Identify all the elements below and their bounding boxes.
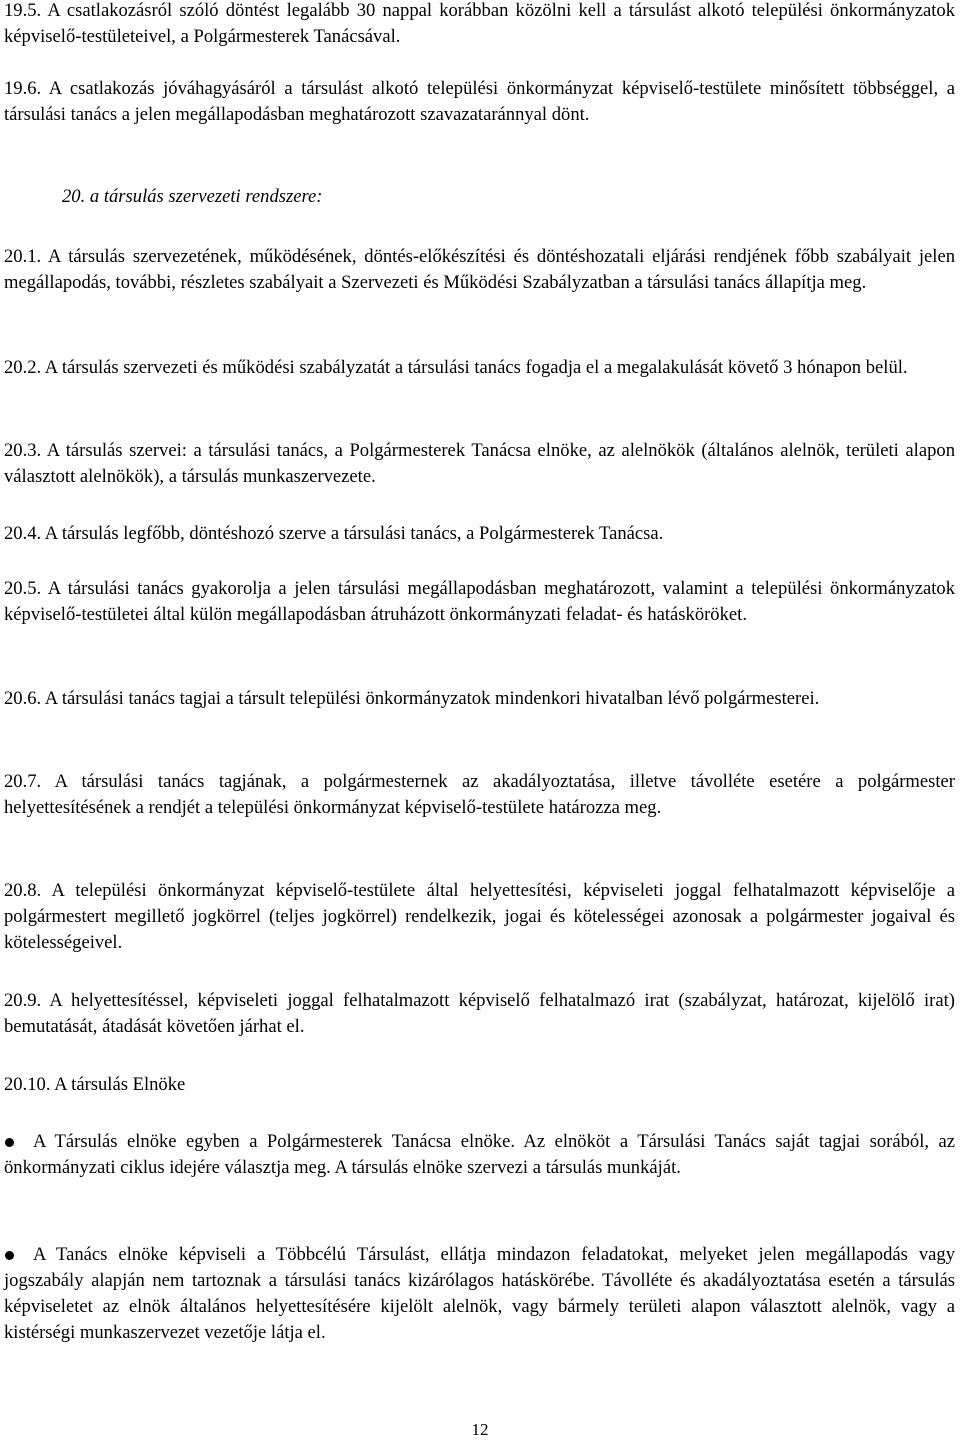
list-item-text: A Társulás elnöke egyben a Polgármesterek Tanácsa elnöke. Az elnököt a Társulási Tanács saját tagjai sorából, az önkormányzati ciklus idejére választja meg. A társulás elnöke szervezi a társulás munkáját. — [4, 1131, 955, 1178]
paragraph-20-1: 20.1. A társulás szervezetének, működésének, döntés-előkészítési és döntéshozatali eljárási rendjének főbb szabályait jelen megállapodás, további, részletes szabályait a Szervezeti és Működési Szabályzatban a társulási tanács állapítja meg. — [4, 246, 955, 293]
paragraph-20-9: 20.9. A helyettesítéssel, képviseleti joggal felhatalmazott képviselő felhatalmazó irat (szabályzat, határozat, kijelölő irat) bemutatását, átadását követően járhat el. — [4, 990, 955, 1037]
bullet-icon — [5, 1251, 14, 1260]
bullet-icon — [5, 1138, 14, 1147]
section-heading-20: 20. a társulás szervezeti rendszere: — [62, 186, 323, 207]
list-item — [4, 1242, 955, 1346]
page-number: 12 — [471, 1420, 489, 1439]
list-item-text: A Tanács elnöke képviseli a Többcélú Társulást, ellátja mindazon feladatokat, melyeket jelen megállapodás vagy jogszabály alapján nem tartoznak a társulási tanács kizárólagos hatáskörébe. Távolléte és akadályoztatása esetén a társulás képviseletet az elnök általános helyettesítésére kijelölt alelnök, vagy bármely területi alapon választott alelnök, vagy a kistérségi munkaszervezet vezetője látja el. — [4, 1244, 955, 1343]
list-item — [4, 1129, 955, 1181]
paragraph-19-5: 19.5. A csatlakozásról szóló döntést legalább 30 nappal korábban közölni kell a társulást alkotó települési önkormányzatok képviselő-testületeivel, a Polgármesterek Tanácsával. — [4, 0, 955, 47]
paragraph-20-6: 20.6. A társulási tanács tagjai a társult települési önkormányzatok mindenkori hivatalban lévő polgármesterei. — [4, 688, 820, 709]
paragraph-19-6: 19.6. A csatlakozás jóváhagyásáról a társulást alkotó települési önkormányzat képviselő-testülete minősített többséggel, a társulási tanács a jelen megállapodásban meghatározott szavazataránnyal dönt. — [4, 78, 955, 125]
paragraph-20-7: 20.7. A társulási tanács tagjának, a polgármesternek az akadályoztatása, illetve távolléte esetére a polgármester helyettesítésének a rendjét a települési önkormányzat képviselő-testülete határozza meg. — [4, 771, 955, 818]
paragraph-20-3: 20.3. A társulás szervei: a társulási tanács, a Polgármesterek Tanácsa elnöke, az alelnökök (általános alelnök, területi alapon választott alelnökök), a társulás munkaszervezete. — [4, 440, 955, 487]
paragraph-20-2: 20.2. A társulás szervezeti és működési szabályzatát a társulási tanács fogadja el a megalakulását követő 3 hónapon belül. — [4, 357, 908, 378]
paragraph-20-10: 20.10. A társulás Elnöke — [4, 1074, 186, 1095]
paragraph-20-8: 20.8. A települési önkormányzat képviselő-testülete által helyettesítési, képviseleti joggal felhatalmazott képviselője a polgármestert megillető jogkörrel (teljes jogkörrel) rendelkezik, jogai és kötelességei azonosak a polgármester jogaival és kötelességeivel. — [4, 880, 955, 953]
paragraph-20-4: 20.4. A társulás legfőbb, döntéshozó szerve a társulási tanács, a Polgármesterek Tanácsa. — [4, 523, 664, 544]
paragraph-20-5: 20.5. A társulási tanács gyakorolja a jelen társulási megállapodásban meghatározott, valamint a települési önkormányzatok képviselő-testületei által külön megállapodásban átruházott önkormányzati feladat- és hatásköröket. — [4, 578, 955, 625]
